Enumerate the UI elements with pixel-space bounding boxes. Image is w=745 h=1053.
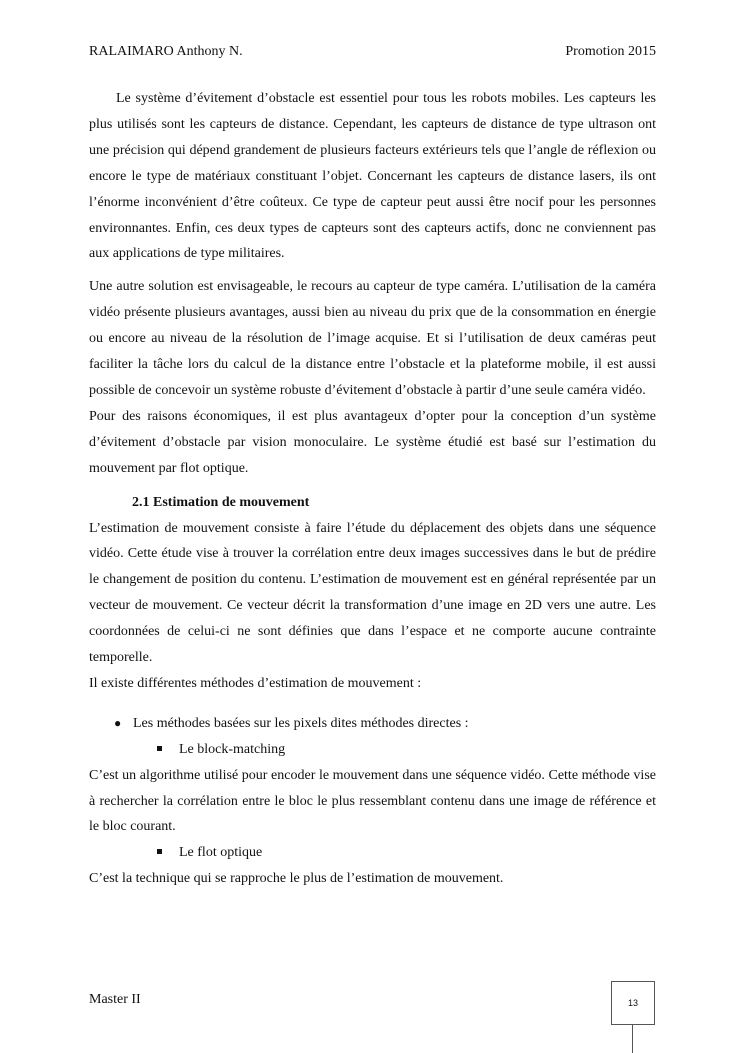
page-header xyxy=(89,43,656,61)
header-author: RALAIMARO Anthony N. xyxy=(89,44,243,59)
section-title: 2.1 Estimation de mouvement xyxy=(132,494,310,510)
paragraph-obstacle-avoidance: Le système d’évitement d’obstacle est essentiel pour tous les robots mobiles. Les capteurs les plus utilisés sont les capteurs de distance. Cependant, les capteurs de distance de type ultrason ont une précision qui dépend grandement de plusieurs facteurs extérieurs tels que l’angle de réflexion ou encore le type de matériaux constituant l’objet. Concernant les capteurs de distance lasers, ils ont l’énorme inconvénient d’être coûteux. Ce type de capteur peut aussi être nocif pour les personnes environnantes. Enfin, ces deux types de capteurs sont des capteurs actifs, donc ne conviennent pas aux applications de type militaires. xyxy=(89,91,656,262)
page-body xyxy=(89,86,656,892)
paragraph-optical-flow: C’est la technique qui se rapproche le plus de l’estimation de mouvement. xyxy=(89,871,504,887)
bullet-dot-icon: ● xyxy=(114,715,122,730)
methods-list xyxy=(89,711,656,763)
bullet-square-icon xyxy=(157,746,162,751)
list-item-label: Le block-matching xyxy=(179,741,286,757)
list-item xyxy=(89,711,656,737)
bullet-square-icon xyxy=(157,849,162,854)
list-item-label: Les méthodes basées sur les pixels dites méthodes directes : xyxy=(133,715,469,731)
page-number-line xyxy=(632,1024,633,1053)
header-promotion: Promotion 2015 xyxy=(565,44,656,59)
methods-sublist xyxy=(89,840,656,866)
paragraph-camera-solution: Une autre solution est envisageable, le recours au capteur de type caméra. L’utilisation de la caméra vidéo présente plusieurs avantages, aussi bien au niveau du prix que de la consommation en énergie ou encore au niveau de la résolution de l’image acquise. Et si l’utilisation de deux caméras peut faciliter la tâche lors du calcul de la distance entre l’obstacle et la plateforme mobile, il est aussi possible de concevoir un système robuste d’évitement d’obstacle à partir d’une seule caméra vidéo. xyxy=(89,279,656,398)
footer-label: Master II xyxy=(89,992,141,1007)
list-item xyxy=(89,840,656,866)
page-number: 13 xyxy=(627,998,638,1008)
list-item xyxy=(89,737,656,763)
paragraph-motion-estimation: L’estimation de mouvement consiste à faire l’étude du déplacement des objets dans une séquence vidéo. Cette étude vise à trouver la corrélation entre deux images successives dans le but de prédire le changement de position du contenu. L’estimation de mouvement est en général représentée par un vecteur de mouvement. Ce vecteur décrit la transformation d’une image en 2D vers une autre. Les coordonnées de celui-ci ne sont définies que dans l’espace et ne comporte aucune contrainte temporelle. xyxy=(89,520,656,666)
page-number-box xyxy=(611,981,655,1025)
paragraph-monocular-vision: Pour des raisons économiques, il est plus avantageux d’opter pour la conception d’un système d’évitement d’obstacle par vision monoculaire. Le système étudié est basé sur l’estimation du mouvement par flot optique. xyxy=(89,408,656,476)
paragraph-methods-intro: Il existe différentes méthodes d’estimation de mouvement : xyxy=(89,675,422,691)
paragraph-block-matching: C’est un algorithme utilisé pour encoder le mouvement dans une séquence vidéo. Cette méthode vise à rechercher la corrélation entre le bloc le plus ressemblant contenu dans une image de référence et le bloc courant. xyxy=(89,767,656,835)
list-item-label: Le flot optique xyxy=(179,845,263,861)
